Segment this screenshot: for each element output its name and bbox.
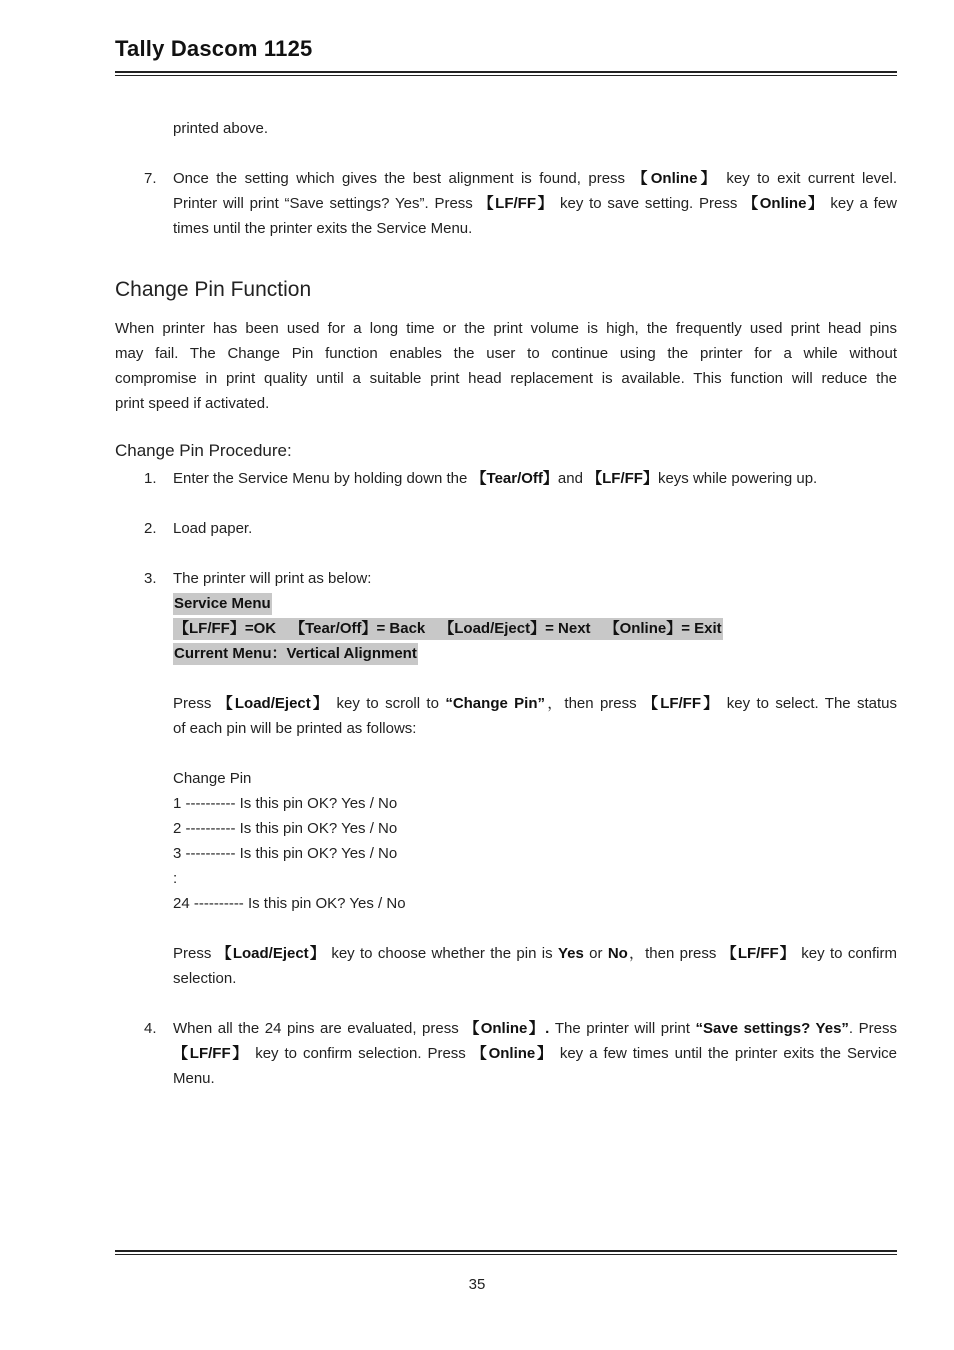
footer-rule-thin [115, 1254, 897, 1255]
step-2-text: Load paper. [173, 520, 253, 537]
key-online: 【Online】 [743, 195, 825, 212]
service-menu-title: Service Menu [173, 591, 272, 616]
procedure-heading: Change Pin Procedure: [115, 441, 292, 460]
key-load-eject: 【Load/Eject】 [216, 945, 327, 962]
option-yes: Yes [557, 945, 584, 962]
key-lf-ff: 【LF/FF】 [643, 695, 721, 712]
intro-continuation: printed above. [173, 120, 269, 137]
section-paragraph-line-2: may fail. The Change Pin function enables the user to continue using the printer for a while without [115, 345, 897, 362]
quote-save-settings: “Save settings? Yes” [695, 1020, 849, 1037]
pin-line-ellipsis: : [173, 870, 178, 887]
step-3-number: 3. [144, 570, 157, 587]
pin-line: 3 ---------- Is this pin OK? Yes / No [173, 845, 398, 862]
press-choose-line-1: Press 【Load/Eject】 key to choose whether the pin is Yes or No，then press 【LF/FF】 key to confirm [173, 945, 897, 962]
step-4-line-1: When all the 24 pins are evaluated, press 【Online】. The printer will print “Save settings? Yes”. Press [173, 1020, 897, 1037]
menu-key-ok: 【LF/FF】=OK [174, 620, 277, 637]
pin-line: 1 ---------- Is this pin OK? Yes / No [173, 795, 398, 812]
step-4-line-2: 【LF/FF】 key to confirm selection. Press 【Online】 key a few times until the printer exits the Service [173, 1045, 898, 1062]
press-scroll-line-1: Press 【Load/Eject】 key to scroll to “Change Pin”，then press 【LF/FF】 key to select. The status [173, 695, 898, 712]
press-scroll-line-2: of each pin will be printed as follows: [173, 720, 417, 737]
pin-line: 24 ---------- Is this pin OK? Yes / No [173, 895, 406, 912]
step-4-line-3: Menu. [173, 1070, 215, 1087]
key-load-eject: 【Load/Eject】 [217, 695, 331, 712]
step-3-text: The printer will print as below: [173, 570, 372, 587]
step-7-line-3: times until the printer exits the Service Menu. [173, 220, 473, 237]
step-1-number: 1. [144, 470, 157, 487]
key-lf-ff: 【LF/FF】 [721, 945, 796, 962]
service-menu-keys [173, 616, 723, 641]
section-paragraph-line-1: When printer has been used for a long time or the print volume is high, the frequently used print head pins [115, 320, 897, 337]
option-no: No [607, 945, 628, 962]
section-paragraph-line-4: print speed if activated. [115, 395, 270, 412]
pin-list-title: Change Pin [173, 770, 252, 787]
step-2-number: 2. [144, 520, 157, 537]
section-heading: Change Pin Function [115, 278, 312, 301]
key-tear-off: 【Tear/Off】 [471, 470, 558, 487]
step-7-line-1: Once the setting which gives the best alignment is found, press 【Online】 key to exit current level. [173, 170, 898, 187]
key-online: 【Online】 [632, 170, 719, 187]
step-4-number: 4. [144, 1020, 157, 1037]
key-lf-ff: 【LF/FF】 [587, 470, 658, 487]
step-7-number: 7. [144, 170, 157, 187]
page-number: 35 [468, 1276, 486, 1293]
key-lf-ff: 【LF/FF】 [173, 1045, 250, 1062]
header-rule-thick [115, 71, 897, 73]
menu-key-back: 【Tear/Off】= Back [290, 620, 426, 637]
menu-key-exit: 【Online】= Exit [604, 620, 722, 637]
footer-rule-thick [115, 1250, 897, 1252]
press-choose-line-2: selection. [173, 970, 237, 987]
key-online: 【Online】 [471, 1045, 554, 1062]
menu-key-next: 【Load/Eject】= Next [439, 620, 591, 637]
quote-change-pin: “Change Pin” [445, 695, 546, 712]
section-paragraph-line-3: compromise in print quality until a suitable print head replacement is available. This function will reduce the [115, 370, 897, 387]
service-menu-current: Current Menu：Vertical Alignment [173, 641, 418, 666]
step-7-line-2: Printer will print “Save settings? Yes”. Press 【LF/FF】 key to save setting. Press 【Online】 key a few [173, 195, 898, 212]
header-title: Tally Dascom 1125 [115, 36, 313, 61]
header-rule-thin [115, 75, 897, 76]
step-1-text: Enter the Service Menu by holding down the 【Tear/Off】and 【LF/FF】keys while powering up. [173, 470, 818, 487]
key-online: 【Online】. [464, 1020, 550, 1037]
key-lf-ff: 【LF/FF】 [478, 195, 555, 212]
pin-line: 2 ---------- Is this pin OK? Yes / No [173, 820, 398, 837]
